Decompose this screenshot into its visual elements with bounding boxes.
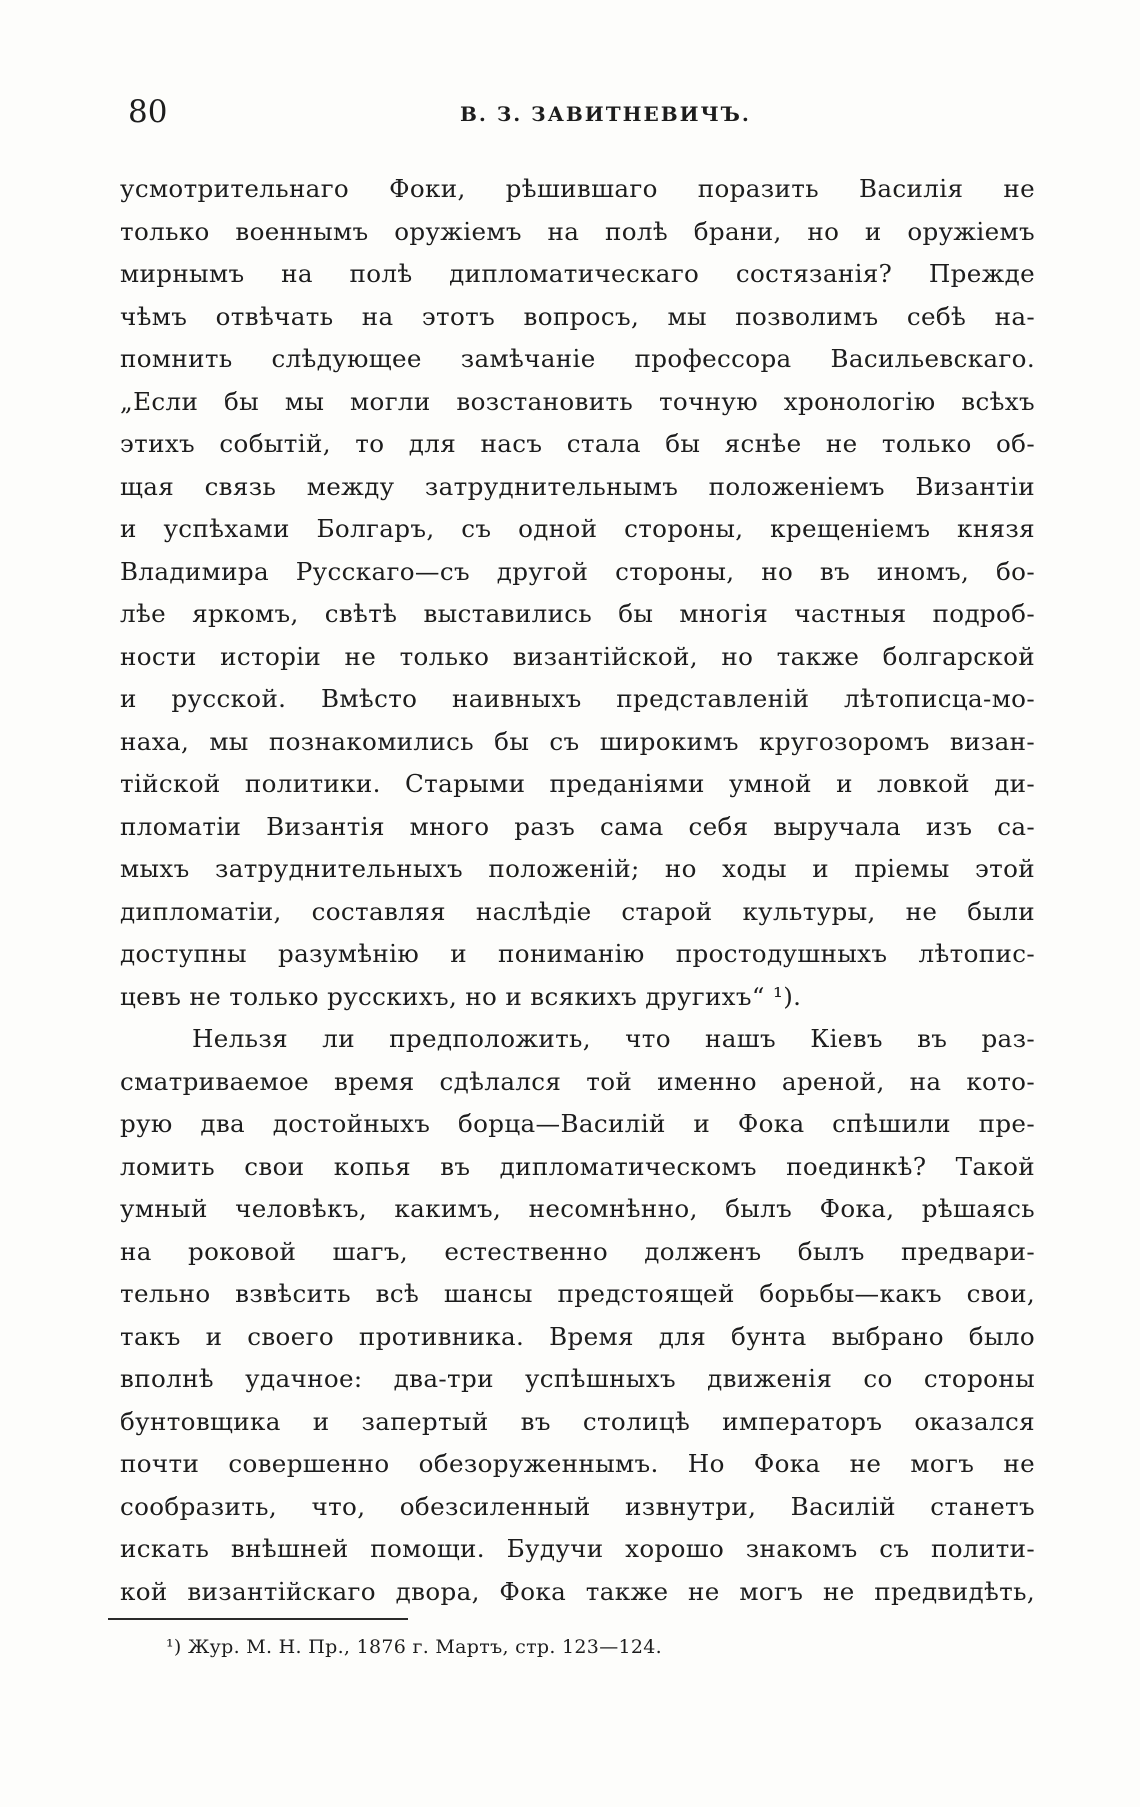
footnote-text: Жур. М. Н. Пр., 1876 г. Мартъ, стр. 123—124. xyxy=(187,1636,662,1658)
text-line: рую два достойныхъ борца—Василій и Фока спѣшили пре- xyxy=(120,1109,1035,1138)
text-line: вполнѣ удачное: два-три успѣшныхъ движенія со стороны xyxy=(120,1364,1035,1393)
text-line: дипломатіи, составляя наслѣдіе старой культуры, не были xyxy=(120,896,1035,926)
text-line: почти совершенно обезоруженнымъ. Но Фока не могъ не xyxy=(120,1449,1035,1478)
body-text xyxy=(120,168,1035,1613)
text-line: чѣмъ отвѣчать на этотъ вопросъ, мы позволимъ себѣ на- xyxy=(120,301,1035,331)
text-line: сматриваемое время сдѣлался той именно ареной, на кото- xyxy=(120,1066,1035,1096)
footnote-divider xyxy=(108,1618,408,1620)
text-line: этихъ событій, то для насъ стала бы яснѣе не только об- xyxy=(120,429,1035,458)
text-line: ломить свои копья въ дипломатическомъ поединкѣ? Такой xyxy=(120,1151,1035,1181)
text-line: сообразить, что, обезсиленный извнутри, Василій станетъ xyxy=(120,1491,1035,1521)
paragraph-end-line: цевъ не только русскихъ, но и всякихъ другихъ“ ¹). xyxy=(120,981,802,1011)
text-line: усмотрительнаго Фоки, рѣшившаго поразить Василія не xyxy=(120,174,1035,203)
text-line: „Если бы мы могли возстановить точную хронологію всѣхъ xyxy=(120,386,1035,416)
text-line: тельно взвѣсить всѣ шансы предстоящей борьбы—какъ свои, xyxy=(120,1279,1035,1308)
text-line: кой византійскаго двора, Фока также не могъ не предвидѣть, xyxy=(120,1576,1035,1606)
text-line: такъ и своего противника. Время для бунта выбрано было xyxy=(120,1321,1035,1351)
page-header xyxy=(120,92,1035,136)
text-line: мыхъ затруднительныхъ положеній; но ходы и пріемы этой xyxy=(120,854,1035,883)
text-line: тійской политики. Старыми преданіями умной и ловкой ди- xyxy=(120,769,1035,798)
text-line: наха, мы познакомились бы съ широкимъ кругозоромъ визан- xyxy=(120,726,1035,756)
text-line: искать внѣшней помощи. Будучи хорошо знакомъ съ полити- xyxy=(120,1534,1035,1563)
text-line: бунтовщика и запертый въ столицѣ императоръ оказался xyxy=(120,1406,1035,1436)
page-number: 80 xyxy=(128,94,168,130)
text-line: умный человѣкъ, какимъ, несомнѣнно, былъ Фока, рѣшаясь xyxy=(120,1194,1035,1223)
text-line: лѣе яркомъ, свѣтѣ выставились бы многія частныя подроб- xyxy=(120,599,1035,628)
text-line: Владимира Русскаго—съ другой стороны, но въ иномъ, бо- xyxy=(120,556,1035,586)
text-line: на роковой шагъ, естественно долженъ былъ предвари- xyxy=(120,1236,1035,1266)
text-line: щая связь между затруднительнымъ положеніемъ Византіи xyxy=(120,471,1035,501)
text-line: мирнымъ на полѣ дипломатическаго состязанія? Прежде xyxy=(120,259,1035,288)
paragraph-start-line: Нельзя ли предположить, что нашъ Кіевъ въ раз- xyxy=(192,1024,1035,1053)
footnote-marker: ¹) xyxy=(166,1636,182,1658)
text-line: помнить слѣдующее замѣчаніе профессора Васильевскаго. xyxy=(120,344,1035,373)
text-line: только военнымъ оружіемъ на полѣ брани, но и оружіемъ xyxy=(120,216,1035,246)
running-title: В. З. ЗАВИТНЕВИЧЪ. xyxy=(460,102,751,126)
text-line: пломатіи Византія много разъ сама себя выручала изъ са- xyxy=(120,811,1035,841)
footnote xyxy=(166,1632,662,1662)
text-line: и успѣхами Болгаръ, съ одной стороны, крещеніемъ князя xyxy=(120,514,1035,543)
text-line: ности исторіи не только византійской, но также болгарской xyxy=(120,641,1035,671)
text-line: доступны разумѣнію и пониманію простодушныхъ лѣтопис- xyxy=(120,939,1035,968)
text-line: и русской. Вмѣсто наивныхъ представленій лѣтописца-мо- xyxy=(120,684,1035,713)
